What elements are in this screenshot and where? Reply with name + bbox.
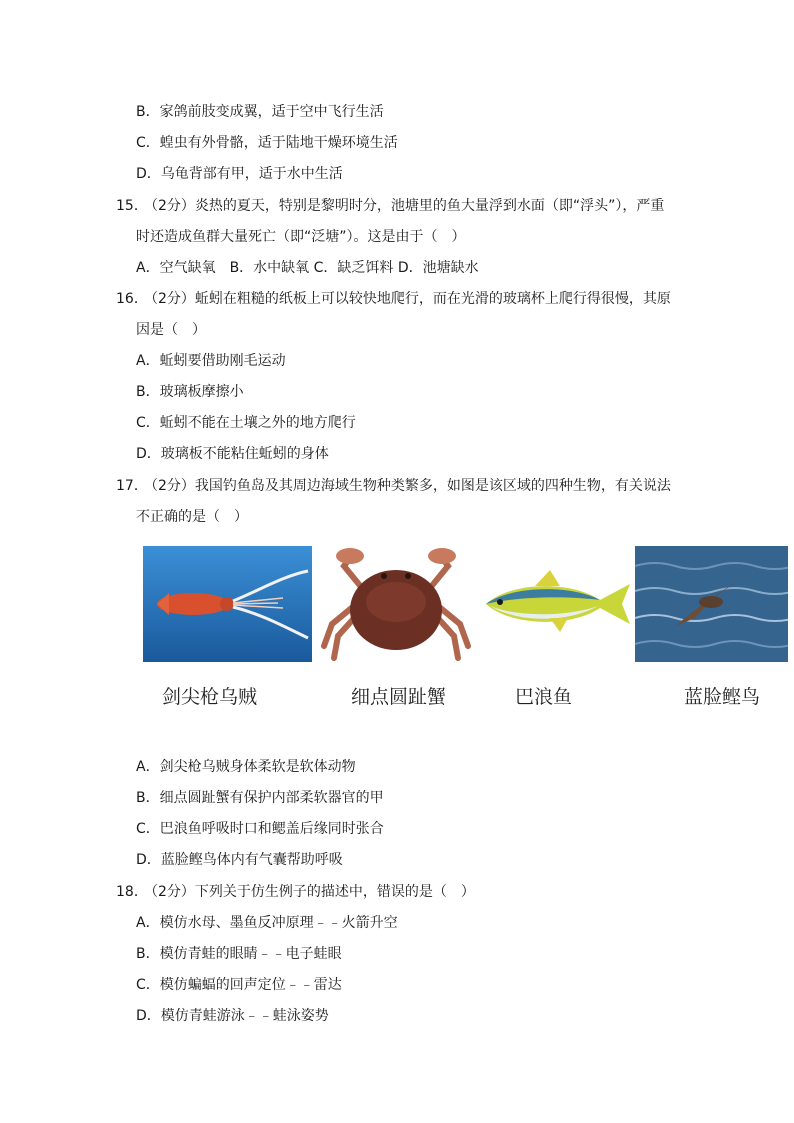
caption-fish: 巴浪鱼 [515, 686, 573, 708]
caption-seabird: 蓝脸鲣鸟 [684, 686, 761, 708]
q18-option-b: B．模仿青蛙的眼睛﹣﹣电子蛙眼 [136, 946, 342, 962]
q16-option-c: C．蚯蚓不能在土壤之外的地方爬行 [136, 415, 356, 431]
q18-stem-line1: （2分）下列关于仿生例子的描述中，错误的是（ ） [144, 884, 475, 900]
q17-option-d: D．蓝脸鲣鸟体内有气囊帮助呼吸 [136, 852, 343, 868]
q17-option-b: B．细点圆趾蟹有保护内部柔软器官的甲 [136, 790, 384, 806]
q17-stem-line1: （2分）我国钓鱼岛及其周边海域生物种类繁多，如图是该区域的四种生物，有关说法 [144, 478, 671, 494]
q17-option-a: A．剑尖枪乌贼身体柔软是软体动物 [136, 759, 356, 775]
q17-option-c: C．巴浪鱼呼吸时口和鳃盖后缘同时张合 [136, 821, 384, 837]
q18-number: 18． [116, 884, 148, 900]
q14-option-b: B．家鸽前肢变成翼，适于空中飞行生活 [136, 104, 384, 120]
caption-squid: 剑尖枪乌贼 [162, 686, 258, 708]
q16-option-b: B．玻璃板摩擦小 [136, 384, 244, 400]
q17-stem-line2: 不正确的是（ ） [136, 509, 248, 525]
q15-stem-line1: （2分）炎热的夏天，特别是黎明时分，池塘里的鱼大量浮到水面（即“浮头”），严重 [144, 198, 665, 214]
q15-number: 15． [116, 198, 148, 214]
q18-option-c: C．模仿蝙蝠的回声定位﹣﹣雷达 [136, 977, 342, 993]
q16-option-d: D．玻璃板不能粘住蚯蚓的身体 [136, 446, 329, 462]
crab-image [314, 546, 478, 662]
q16-stem-line1: （2分）蚯蚓在粗糙的纸板上可以较快地爬行，而在光滑的玻璃杯上爬行得很慢，其原 [144, 291, 671, 307]
q18-option-a: A．模仿水母、墨鱼反冲原理﹣﹣火箭升空 [136, 915, 398, 931]
q14-option-d: D．乌龟背部有甲，适于水中生活 [136, 166, 343, 182]
q15-options: A．空气缺氧 B．水中缺氧 C．缺乏饵料 D．池塘缺水 [136, 260, 479, 276]
q16-number: 16． [116, 291, 148, 307]
q15-stem-line2: 时还造成鱼群大量死亡（即“泛塘”）。这是由于（ ） [136, 229, 466, 245]
squid-image [143, 546, 312, 662]
caption-crab: 细点圆趾蟹 [351, 686, 447, 708]
q16-option-a: A．蚯蚓要借助刚毛运动 [136, 353, 286, 369]
seabird-image [635, 546, 788, 662]
q14-option-c: C．蝗虫有外骨骼，适于陆地干燥环境生活 [136, 135, 398, 151]
q17-number: 17． [116, 478, 148, 494]
q18-option-d: D．模仿青蛙游泳﹣﹣蛙泳姿势 [136, 1008, 329, 1024]
q16-stem-line2: 因是（ ） [136, 322, 206, 338]
fish-image [480, 546, 633, 662]
